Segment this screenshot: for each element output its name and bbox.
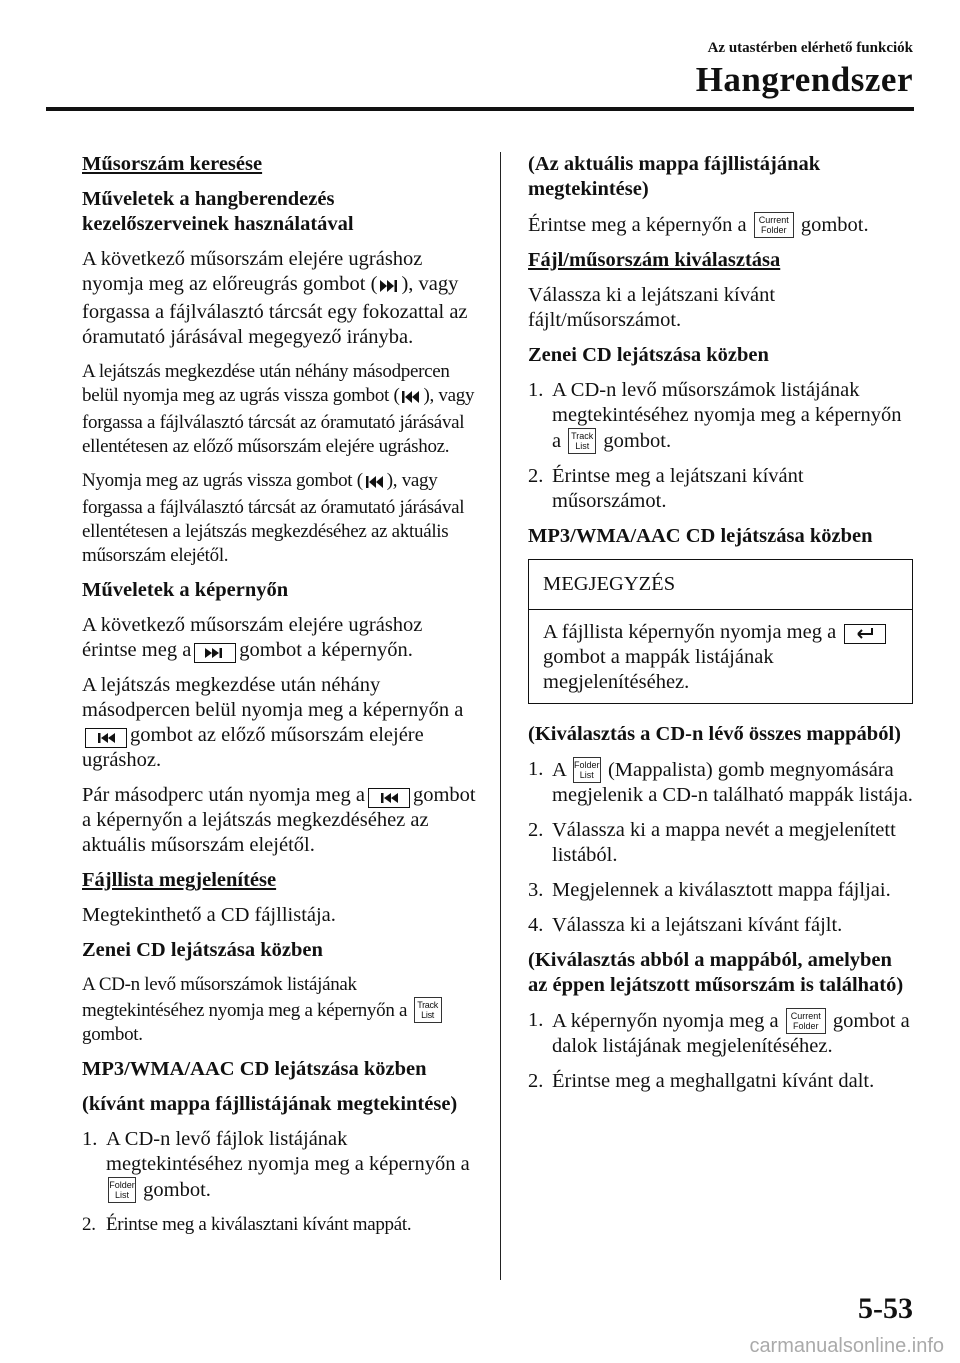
- step-number: 1.: [528, 379, 544, 401]
- step-number: 3.: [528, 879, 544, 901]
- text: A lejátszás megkezdése után néhány másodpercen belül nyomja meg a képernyőn a: [82, 674, 464, 721]
- text: gombot a dalok listájának megjelenítéséhez.: [552, 1010, 910, 1057]
- icon-label: Folder: [574, 760, 600, 770]
- previous-track-button-icon: [85, 728, 127, 748]
- next-track-button-icon: [194, 643, 236, 663]
- icon-label: List: [421, 1010, 434, 1020]
- icon-label: Folder: [792, 1021, 819, 1031]
- right-column: [528, 152, 913, 1104]
- text: A CD-n levő fájlok listájának megtekintéséhez nyomja meg a képernyőn a: [106, 1128, 470, 1175]
- text: A képernyőn nyomja meg a: [552, 1010, 779, 1032]
- step-number: 2.: [528, 1070, 544, 1092]
- page-number: 5-53: [858, 1292, 913, 1325]
- text: A: [552, 759, 566, 781]
- select-heading: Fájl/műsorszám kiválasztása: [528, 249, 781, 271]
- mp3-subheading: (kívánt mappa fájllistájának megtekintése): [82, 1093, 458, 1115]
- text: A következő műsorszám elejére ugráshoz nyomja meg az előreugrás gombot (: [82, 248, 423, 295]
- icon-label: Track: [417, 1000, 438, 1010]
- music-cd-paragraph: [82, 973, 477, 1047]
- filelist-paragraph: Megtekinthető a CD fájllistája.: [82, 904, 336, 926]
- text: (Mappalista) gomb megnyomására megjelenik a CD-n található mappák listája.: [552, 759, 913, 806]
- step-text: [552, 378, 913, 454]
- step-text: Válassza ki a mappa nevét a megjelenített listából.: [552, 819, 896, 866]
- list-item: [528, 818, 913, 868]
- icon-label: Track: [571, 431, 594, 441]
- step-text: Megjelennek a kiválasztott mappa fájljai.: [552, 879, 891, 901]
- column-divider: [500, 152, 501, 1280]
- step-number: 1.: [82, 1128, 98, 1150]
- seek-back-icon: [365, 472, 385, 496]
- track-list-icon: [414, 997, 442, 1023]
- search-heading: Műsorszám keresése: [82, 153, 263, 175]
- text: ), vagy forgassa a fájlválasztó tárcsát az óramutató járásával ellentétesen az előző műsorszám elejére ugráshoz.: [82, 385, 475, 457]
- all-folders-heading: (Kiválasztás a CD-n lévő összes mappából): [528, 723, 901, 745]
- step-text: Válassza ki a lejátszani kívánt fájlt.: [552, 914, 843, 936]
- ops-screen-paragraph-2: [82, 673, 477, 773]
- header-rule: [46, 107, 914, 111]
- watermark: carmanualsonline.info: [749, 1335, 944, 1357]
- text: ), vagy forgassa a fájlválasztó tárcsát az óramutató járásával ellentétesen a lejátszás megkezdéséhez az aktuális műsorszám elejétől.: [82, 470, 465, 566]
- text: A CD-n levő műsorszámok listájának megtekintéséhez nyomja meg a képernyőn a: [552, 379, 902, 452]
- text: Pár másodperc után nyomja meg a: [82, 784, 365, 806]
- step-text: Érintse meg a lejátszani kívánt műsorszámot.: [552, 465, 804, 512]
- list-item: [528, 378, 913, 454]
- step-number: 1.: [528, 758, 544, 780]
- ops-screen-paragraph-1: [82, 613, 477, 663]
- current-folder-icon: [786, 1008, 826, 1034]
- text: gombot.: [82, 1024, 143, 1045]
- step-text: Érintse meg a kiválasztani kívánt mappát.: [106, 1214, 412, 1235]
- list-item: [528, 757, 913, 808]
- list-item: [528, 464, 913, 514]
- left-column: [82, 152, 477, 1247]
- step-text: [552, 1008, 913, 1059]
- icon-label: List: [114, 1190, 129, 1200]
- icon-label: Current: [790, 1011, 821, 1021]
- note-title: MEGJEGYZÉS: [529, 560, 912, 610]
- ops-controls-heading: Műveletek a hangberendezés kezelőszerveinek használatával: [82, 188, 354, 235]
- icon-label: List: [579, 770, 594, 780]
- back-arrow-button-icon: [844, 624, 886, 644]
- music-cd-heading: Zenei CD lejátszása közben: [82, 939, 323, 961]
- step-number: 2.: [528, 819, 544, 841]
- list-item: [82, 1127, 477, 1203]
- ops-controls-paragraph-1: [82, 247, 477, 350]
- step-number: 2.: [82, 1214, 96, 1235]
- ops-controls-paragraph-2: [82, 360, 477, 459]
- track-list-icon: [568, 428, 596, 454]
- note-box: [528, 559, 913, 704]
- step-number: 1.: [528, 1009, 544, 1031]
- seek-back-icon: [401, 387, 421, 411]
- folder-list-icon: [573, 757, 601, 783]
- note-body: [529, 610, 912, 703]
- step-text: Érintse meg a meghallgatni kívánt dalt.: [552, 1070, 875, 1092]
- select-paragraph: Válassza ki a lejátszani kívánt fájlt/műsorszámot.: [528, 284, 776, 331]
- icon-label: Folder: [109, 1180, 135, 1190]
- step-number: 4.: [528, 914, 544, 936]
- ops-controls-paragraph-3: [82, 469, 477, 568]
- list-item: [528, 1069, 913, 1094]
- folder-list-icon: [108, 1177, 136, 1203]
- seek-forward-icon: [379, 275, 399, 300]
- step-number: 2.: [528, 465, 544, 487]
- current-folder-paragraph: [528, 212, 913, 238]
- filelist-heading: Fájllista megjelenítése: [82, 869, 277, 891]
- header-section-label: Az utastérben elérhető funkciók: [707, 40, 913, 56]
- current-folder-icon: [754, 212, 794, 238]
- music-cd-heading: Zenei CD lejátszása közben: [528, 344, 769, 366]
- list-item: [528, 913, 913, 938]
- text: Érintse meg a képernyőn a: [528, 214, 747, 236]
- ops-screen-heading: Műveletek a képernyőn: [82, 579, 289, 601]
- icon-label: Current: [758, 215, 789, 225]
- step-text: [552, 757, 913, 808]
- text: A fájllista képernyőn nyomja meg a: [543, 621, 837, 643]
- icon-label: List: [575, 441, 590, 451]
- text: gombot a képernyőn.: [239, 639, 413, 661]
- text: A következő műsorszám elejére ugráshoz érintse meg a: [82, 614, 423, 661]
- playing-folder-heading: (Kiválasztás abból a mappából, amelyben az éppen lejátszott műsorszám is található): [528, 949, 904, 996]
- text: gombot.: [800, 214, 869, 236]
- text: gombot az előző műsorszám elejére ugráshoz.: [82, 724, 424, 771]
- text: gombot.: [143, 1179, 211, 1201]
- text: gombot a mappák listájának megjelenítéséhez.: [543, 646, 774, 693]
- text: A lejátszás megkezdése után néhány másodpercen belül nyomja meg az ugrás vissza gombot (: [82, 361, 450, 406]
- text: gombot a képernyőn a lejátszás megkezdéséhez az aktuális műsorszám elejétől.: [82, 784, 476, 856]
- page-title: Hangrendszer: [695, 60, 913, 99]
- step-text: [106, 1127, 477, 1203]
- list-item: [528, 1008, 913, 1059]
- list-item: [82, 1213, 477, 1237]
- current-folder-heading: (Az aktuális mappa fájllistájának megtekintése): [528, 153, 821, 200]
- icon-label: Folder: [760, 225, 787, 235]
- text: A CD-n levő műsorszámok listájának megtekintéséhez nyomja meg a képernyőn a: [82, 974, 408, 1021]
- text: gombot.: [603, 430, 672, 452]
- text: ), vagy forgassa a fájlválasztó tárcsát egy fokozattal az óramutató járásával megegyező irányba.: [82, 273, 468, 348]
- list-item: [528, 878, 913, 903]
- mp3-heading: MP3/WMA/AAC CD lejátszása közben: [82, 1058, 427, 1080]
- mp3-heading: MP3/WMA/AAC CD lejátszása közben: [528, 525, 873, 547]
- text: Nyomja meg az ugrás vissza gombot (: [82, 470, 363, 491]
- ops-screen-paragraph-3: [82, 783, 477, 858]
- previous-track-button-icon: [368, 788, 410, 808]
